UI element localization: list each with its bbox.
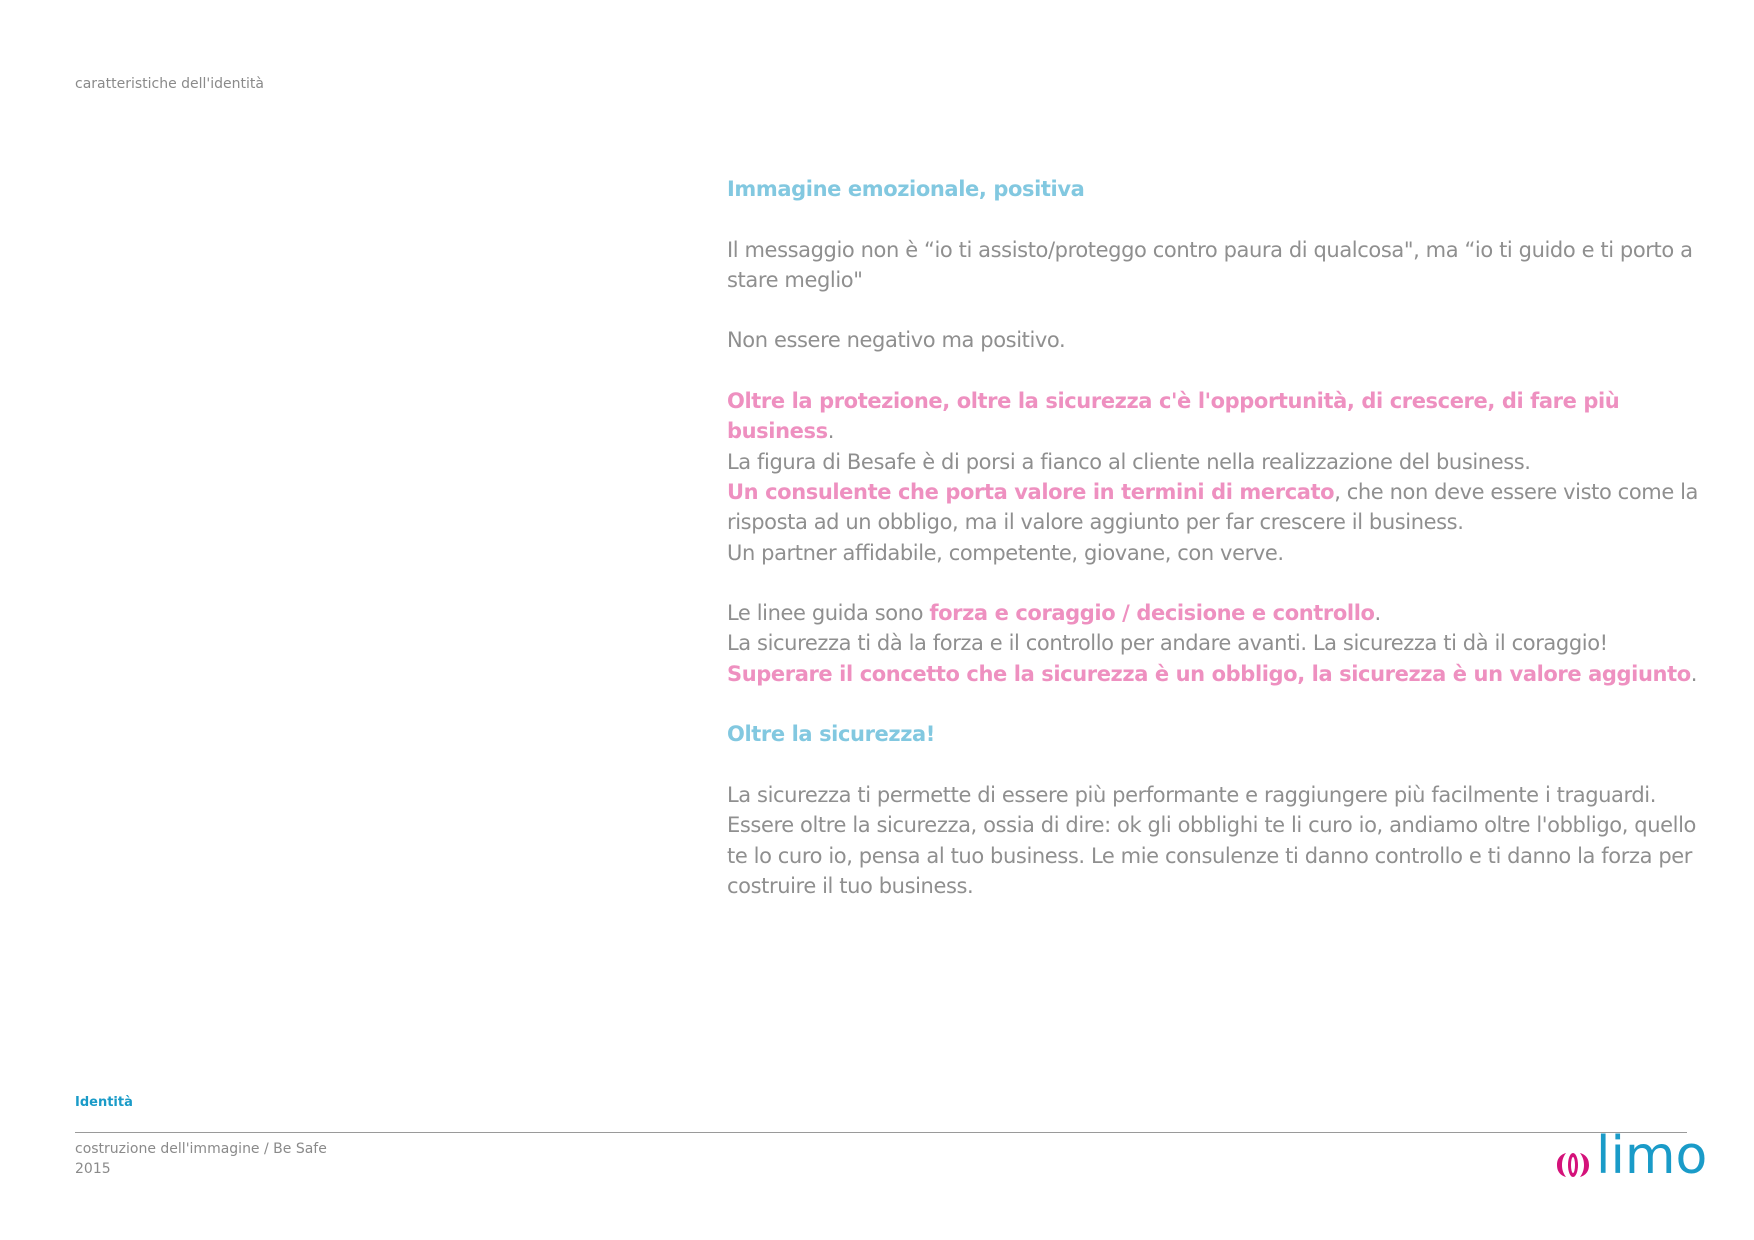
highlight-consultant: Un consulente che porta valore in termini di mercato — [727, 479, 1335, 504]
footer-year: 2015 — [75, 1161, 111, 1177]
footer-project-info — [75, 1139, 327, 1179]
paragraph-besafe-role: La figura di Besafe è di porsi a fianco al cliente nella realizzazione del business. — [727, 449, 1531, 474]
paragraph-partner: Un partner affidabile, competente, giovane, con verve. — [727, 540, 1284, 565]
period: . — [1690, 661, 1698, 686]
paragraph-message: Il messaggio non è “io ti assisto/proteggo contro paura di qualcosa", ma “io ti guido e ti porto a stare meglio" — [727, 237, 1693, 292]
main-content — [727, 174, 1712, 901]
heading-beyond-safety: Oltre la sicurezza! — [727, 722, 935, 747]
paragraph-value — [727, 659, 1712, 689]
guidelines-start: Le linee guida sono — [727, 601, 930, 626]
consultant-rest: , che non deve essere visto come la risposta ad un obbligo, ma il valore aggiunto per far crescere il business. — [727, 479, 1699, 535]
limo-logo-mark-icon — [1556, 1150, 1590, 1180]
footer-divider — [75, 1132, 1687, 1133]
paragraph-opportunity — [727, 386, 1712, 447]
paragraph-positive: Non essere negativo ma positivo. — [727, 328, 1066, 353]
paragraph-beyond: Essere oltre la sicurezza, ossia di dire: ok gli obblighi te li curo io, andiamo oltre l'obbligo, quello te lo curo io, pensa al tuo business. Le mie consulenze ti danno controllo e ti danno la forza per costruire il tuo business. — [727, 813, 1696, 898]
paragraph-performance: La sicurezza ti permette di essere più performante e raggiungere più facilmente i traguardi. — [727, 782, 1657, 807]
footer-project: costruzione dell'immagine / Be Safe — [75, 1141, 327, 1157]
limo-logo-wordmark: limo — [1596, 1126, 1708, 1186]
footer-identity-label: Identità — [75, 1095, 133, 1110]
highlight-value: Superare il concetto che la sicurezza è un obbligo, la sicurezza è un valore aggiunto — [727, 661, 1691, 686]
period: . — [827, 419, 834, 444]
highlight-guidelines: forza e coraggio / decisione e controllo — [929, 601, 1375, 626]
paragraph-guidelines — [727, 598, 1712, 628]
paragraph-consultant — [727, 477, 1712, 538]
period: . — [1374, 601, 1381, 626]
limo-logo — [1556, 1126, 1708, 1186]
section-label: caratteristiche dell'identità — [75, 76, 264, 92]
highlight-opportunity: Oltre la protezione, oltre la sicurezza c'è l'opportunità, di crescere, di fare più business — [727, 389, 1620, 444]
heading-emotional-image: Immagine emozionale, positiva — [727, 177, 1085, 201]
paragraph-strength: La sicurezza ti dà la forza e il controllo per andare avanti. La sicurezza ti dà il coraggio! — [727, 631, 1608, 656]
